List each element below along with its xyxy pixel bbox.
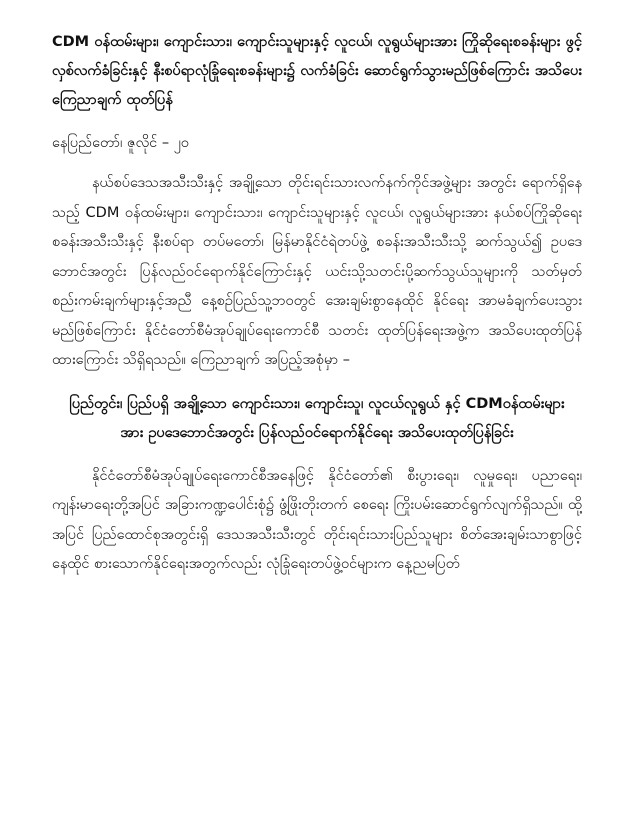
article-headline: CDM ဝန်ထမ်းများ၊ ကျောင်းသား၊ ကျောင်းသူများနှင့် လူငယ်၊ လူရွယ်များအား ကြိုဆိုရေးစခန်းများ ဖွင့်လှစ်လက်ခံခြင်းနှင့် နီးစပ်ရာလုံခြုံရေးစခန်းများ၌ လက်ခံခြင်း ဆောင်ရွက်သွားမည်ဖြစ်ကြောင်း အသိပေးကြေညာချက် ထုတ်ပြန် <box>52 34 582 108</box>
body-paragraph: နိုင်ငံတော်စီမံအုပ်ချုပ်ရေးကောင်စီအနေဖြင့် နိုင်ငံတော်၏ စီးပွားရေး၊ လူမှုရေး၊ ပညာရေး၊ ကျန်းမာရေးတို့အပြင် အခြားကဏ္ဍပေါင်းစုံ၌ ဖွံ့ဖြိုးတိုးတက် စေရေး ကြိုးပမ်းဆောင်ရွက်လျက်ရှိသည်။ ထို့အပြင် ပြည်ထောင်စုအတွင်းရှိ ဒေသအသီးသီးတွင် တိုင်းရင်းသားပြည်သူများ စိတ်အေးချမ်းသာစွာဖြင့် နေထိုင် စားသောက်နိုင်ရေးအတွက်လည်း လုံခြုံရေးတပ်ဖွဲ့ဝင်များက နေ့ညမပြတ် <box>52 467 582 572</box>
announcement-subheadline: ပြည်တွင်း၊ ပြည်ပရှိ အချို့သော ကျောင်းသား၊ ကျောင်းသူ၊ လူငယ်လူရွယ် နှင့် CDMဝန်ထမ်းများအား ဥပဒေဘောင်အတွင်း ပြန်လည်ဝင်ရောက်နိုင်ရေး အသိပေးထုတ်ပြန်ခြင်း <box>69 395 565 441</box>
intro-paragraph: နယ်စပ်ဒေသအသီးသီးနှင့် အချို့သော တိုင်းရင်းသားလက်နက်ကိုင်အဖွဲ့များ အတွင်း ရောက်ရှိနေသည့် CDM ဝန်ထမ်းများ၊ ကျောင်းသား၊ ကျောင်းသူများနှင့် လူငယ်၊ လူရွယ်များအား နယ်စပ်ကြိုဆိုရေးစခန်းအသီးသီးနှင့် နီးစပ်ရာ တပ်မတော်၊ မြန်မာနိုင်ငံရဲတပ်ဖွဲ့ စခန်းအသီးသီးသို့ ဆက်သွယ်၍ ဥပဒေဘောင်အတွင်း ပြန်လည်ဝင်ရောက်နိုင်ကြောင်းနှင့် ယင်းသို့သတင်းပို့ဆက်သွယ်သူများကို သတ်မှတ် စည်းကမ်းချက်များနှင့်အညီ နေ့စဉ်ပြည်သူ့ဘဝတွင် အေးချမ်းစွာနေထိုင် နိုင်ရေး အာမခံချက်ပေးသွားမည်ဖြစ်ကြောင်း နိုင်ငံတော်စီမံအုပ်ချုပ်ရေးကောင်စီ သတင်း ထုတ်ပြန်ရေးအဖွဲ့က အသိပေးထုတ်ပြန်ထားကြောင်း သိရှိရသည်။ ကြေညာချက် အပြည့်အစုံမှာ – <box>52 175 582 368</box>
article-dateline: နေပြည်တော်၊ ဇူလိုင် – ၂၀ <box>52 135 189 151</box>
news-article <box>52 28 582 594</box>
